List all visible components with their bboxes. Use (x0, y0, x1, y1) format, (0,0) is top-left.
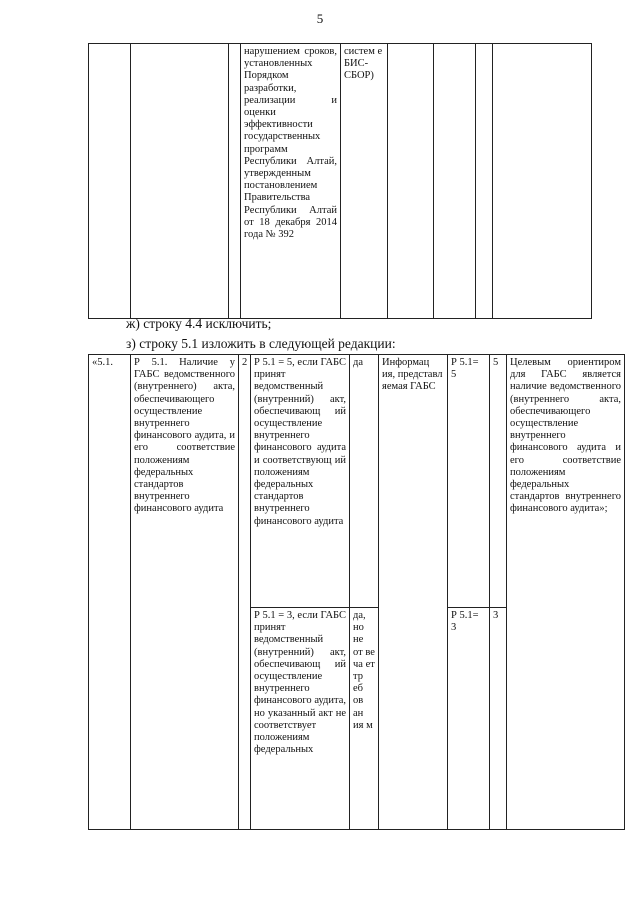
score-2-cell: 3 (490, 608, 507, 830)
answer-2-cell: да, но не от ве ча ет тр еб ов ан ия м (350, 608, 379, 830)
row-number-cell: «5.1. (89, 355, 131, 830)
empty-cell (89, 44, 131, 319)
empty-cell (131, 44, 229, 319)
row-5-1-table (88, 354, 625, 830)
score-1-cell: 5 (490, 355, 507, 608)
instruction-replace-row: з) строку 5.1 изложить в следующей редакции: (126, 336, 396, 351)
answer-1-cell: да (350, 355, 379, 608)
page-number: 5 (316, 11, 324, 26)
condition-2-cell: Р 5.1 = 3, если ГАБС принят ведомственный (внутренний) акт, обеспечивающ ий осуществление внутреннего финансового аудита, но указанный акт не соответствует положениям федеральных (251, 608, 350, 830)
score-formula-1-cell: Р 5.1= 5 (448, 355, 490, 608)
empty-cell (229, 44, 241, 319)
source-cell: Информац ия, представл яемая ГАБС (379, 355, 448, 830)
empty-cell (434, 44, 476, 319)
condition-text-cell: нарушением сроков, установленных Порядком разработки, реализации и оценки эффективности государственных программ Республики Алтай, утвержденным постановлением Правительства Республики Алтай от 18 декабря 2014 года № 392 (241, 44, 341, 319)
score-formula-2-cell: Р 5.1= 3 (448, 608, 490, 830)
data-source-cell: систем е БИС-СБОР) (341, 44, 388, 319)
condition-1-cell: Р 5.1 = 5, если ГАБС принят ведомственный (внутренний) акт, обеспечивающ ий осуществление внутреннего финансового аудита и соответствующ ий положениям федеральных стандартов внутреннего финансового аудита (251, 355, 350, 608)
top-table-continuation (88, 43, 592, 319)
target-cell: Целевым ориентиром для ГАБС является наличие ведомственного (внутреннего акта, обеспечивающего осуществление внутреннего финансового аудита и его соответствие положениям федеральных стандартов внутреннего финансового аудита»; (507, 355, 625, 830)
indicator-cell: Р 5.1. Наличие у ГАБС ведомственного (внутреннего) акта, обеспечивающего осуществление внутреннего финансового аудита, и его соответствие положениям федеральных стандартов внутреннего финансового аудита (131, 355, 239, 830)
instruction-delete-row: ж) строку 4.4 исключить; (126, 316, 272, 331)
empty-cell (476, 44, 493, 319)
weight-cell: 2 (239, 355, 251, 830)
empty-cell (388, 44, 434, 319)
empty-cell (493, 44, 592, 319)
